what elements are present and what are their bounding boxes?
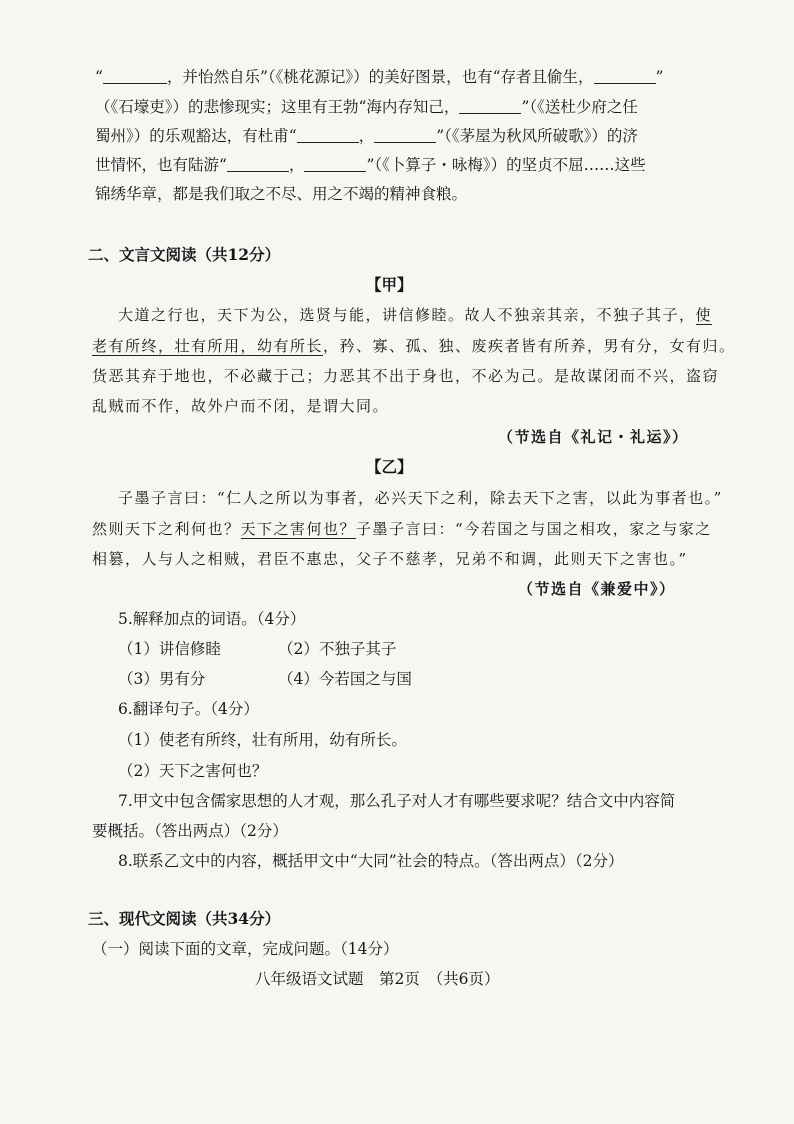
passage-jia-line-2 xyxy=(92,335,736,357)
passage-jia-line-1 xyxy=(118,304,712,326)
underlined-text: 天下之害何也？ xyxy=(240,520,357,538)
answer-blank[interactable] xyxy=(227,156,289,172)
answer-blank[interactable] xyxy=(459,98,521,114)
question-6-item-1: （1）使老有所终，壮有所用，幼有所长。 xyxy=(118,731,407,749)
question-6-item-2: （2）天下之害何也？ xyxy=(118,762,268,780)
answer-blank[interactable] xyxy=(594,68,656,84)
passage-yi-source: （节选自《兼爱中》） xyxy=(518,580,676,598)
text: 然则天下之利何也？ xyxy=(92,520,241,538)
question-5-item-1: （1）讲信修睦 xyxy=(118,640,221,658)
passage-jia-line-3: 货恶其弃于地也，不必藏于己；力恶其不出于身也，不必为己。是故谋闭而不兴，盗窃 xyxy=(92,367,720,385)
passage-jia-line-4: 乱贼而不作，故外户而不闭，是谓大同。 xyxy=(92,397,390,415)
question-6: 6.翻译句子。（4分） xyxy=(118,700,259,718)
page-footer: 八年级语文试题 第2页 （共6页） xyxy=(255,970,500,988)
passage-yi-line-1: 子墨子言曰：“仁人之所以为事者，必兴天下之利，除去天下之害，以此为事者也。” xyxy=(118,489,723,507)
poem-line-5: 锦绣华章，都是我们取之不尽、用之不竭的精神食粮。 xyxy=(95,185,468,203)
question-8: 8.联系乙文中的内容，概括甲文中“大同”社会的特点。（答出两点）（2分） xyxy=(118,852,624,870)
text: ， xyxy=(288,156,305,174)
section-3-subheading: （一）阅读下面的文章，完成问题。（14分） xyxy=(92,940,399,958)
text: 大道之行也，天下为公，选贤与能，讲信修睦。故人不独亲其亲，不独子其子， xyxy=(118,306,696,324)
text: 子墨子言曰：“今若国之与国之相攻，家之与家之 xyxy=(356,520,712,538)
question-5-item-4: （4）今若国之与国 xyxy=(278,670,412,688)
text: ”（《茅屋为秋风所破歌》）的济 xyxy=(436,127,638,145)
text: ” xyxy=(655,68,664,86)
underlined-text: 使 xyxy=(695,306,713,324)
passage-yi-line-3: 相篡，人与人之相贼，君臣不惠忠，父子不慈孝，兄弟不和调，此则天下之害也。” xyxy=(92,550,688,568)
text: “ xyxy=(95,68,103,86)
text: ， xyxy=(358,127,375,145)
answer-blank[interactable] xyxy=(297,127,359,143)
passage-jia-title: 【甲】 xyxy=(366,275,413,294)
section-2-heading: 二、文言文阅读（共12分） xyxy=(88,245,281,264)
underlined-text: 老有所终，壮有所用，幼有所长 xyxy=(92,337,324,355)
poem-line-1 xyxy=(95,66,663,88)
answer-blank[interactable] xyxy=(103,68,167,84)
text: （《石壕吏》）的悲惨现实；这里有王勃“海内存知己， xyxy=(95,98,460,116)
answer-blank[interactable] xyxy=(374,127,436,143)
text: ”（《卜算子・咏梅》）的坚贞不屈……这些 xyxy=(366,156,646,174)
passage-yi-title: 【乙】 xyxy=(366,457,413,476)
poem-line-4 xyxy=(95,154,646,176)
question-7: 7.甲文中包含儒家思想的人才观，那么孔子对人才有哪些要求呢？结合文中内容简 xyxy=(118,792,676,810)
question-5-item-3: （3）男有分 xyxy=(118,670,206,688)
question-5-item-2: （2）不独子其子 xyxy=(278,640,397,658)
passage-jia-source: （节选自《礼记・礼运》） xyxy=(498,428,689,446)
text: ，并怡然自乐”（《桃花源记》）的美好图景，也有“存者且偷生， xyxy=(166,68,594,86)
text: 世情怀，也有陆游“ xyxy=(95,156,227,174)
passage-yi-line-2 xyxy=(92,518,712,540)
answer-blank[interactable] xyxy=(304,156,366,172)
text: ，矜、寡、孤、独、废疾者皆有所养，男有分，女有归。 xyxy=(323,337,736,355)
poem-line-3 xyxy=(95,125,638,147)
question-5: 5.解释加点的词语。（4分） xyxy=(118,610,306,628)
poem-line-2 xyxy=(95,96,638,118)
section-3-heading: 三、现代文阅读（共34分） xyxy=(88,909,281,928)
text: ”（《送杜少府之任 xyxy=(521,98,638,116)
text: 蜀州》）的乐观豁达，有杜甫“ xyxy=(95,127,297,145)
question-7-cont: 要概括。（答出两点）（2分） xyxy=(92,822,288,840)
